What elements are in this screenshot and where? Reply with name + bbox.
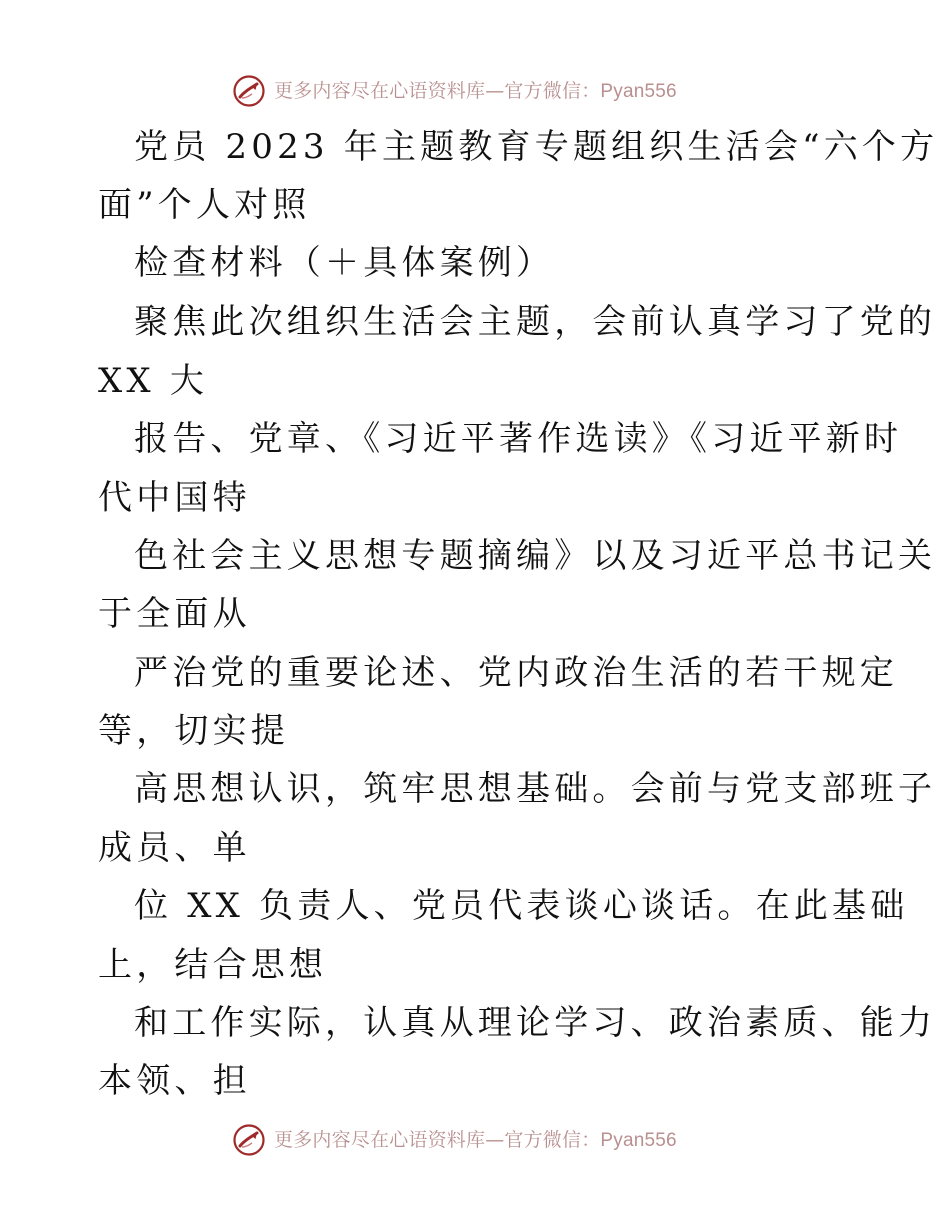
watermark-label: 更多内容尽在心语资料库—官方微信： — [274, 79, 601, 102]
text-line: 成员、单 — [98, 828, 251, 868]
watermark-account: Pyan556 — [600, 1129, 677, 1151]
watermark-text — [274, 1128, 677, 1151]
text-line: 党员 2023 年主题教育专题组织生活会“六个方 — [134, 127, 939, 167]
text-line: 报告、党章、《习近平著作选读》《习近平新时 — [134, 419, 903, 459]
text-line: 上，结合思想 — [98, 945, 328, 985]
text-line: 代中国特 — [98, 478, 251, 518]
text-line: 聚焦此次组织生活会主题，会前认真学习了党的 — [134, 302, 937, 342]
text-line: 和工作实际，认真从理论学习、政治素质、能力 — [134, 1003, 937, 1043]
text-line: XX 大 — [98, 361, 209, 401]
text-line: 色社会主义思想专题摘编》以及习近平总书记关 — [134, 536, 937, 576]
watermark-label: 更多内容尽在心语资料库—官方微信： — [274, 1128, 601, 1151]
text-line: 面”个人对照 — [98, 185, 311, 225]
red-pen-circle-logo-icon — [232, 1123, 266, 1157]
text-line: 等，切实提 — [98, 711, 289, 751]
text-line: 高思想认识，筑牢思想基础。会前与党支部班子 — [134, 769, 937, 809]
text-line: 本领、担 — [98, 1061, 251, 1101]
text-line: 于全面从 — [98, 594, 251, 634]
footer-watermark — [232, 1120, 752, 1160]
watermark-account: Pyan556 — [600, 80, 677, 102]
text-line: 严治党的重要论述、党内政治生活的若干规定 — [134, 653, 898, 693]
text-line: 位 XX 负责人、党员代表谈心谈话。在此基础 — [134, 886, 909, 926]
text-line: 检查材料（＋具体案例） — [134, 243, 555, 283]
